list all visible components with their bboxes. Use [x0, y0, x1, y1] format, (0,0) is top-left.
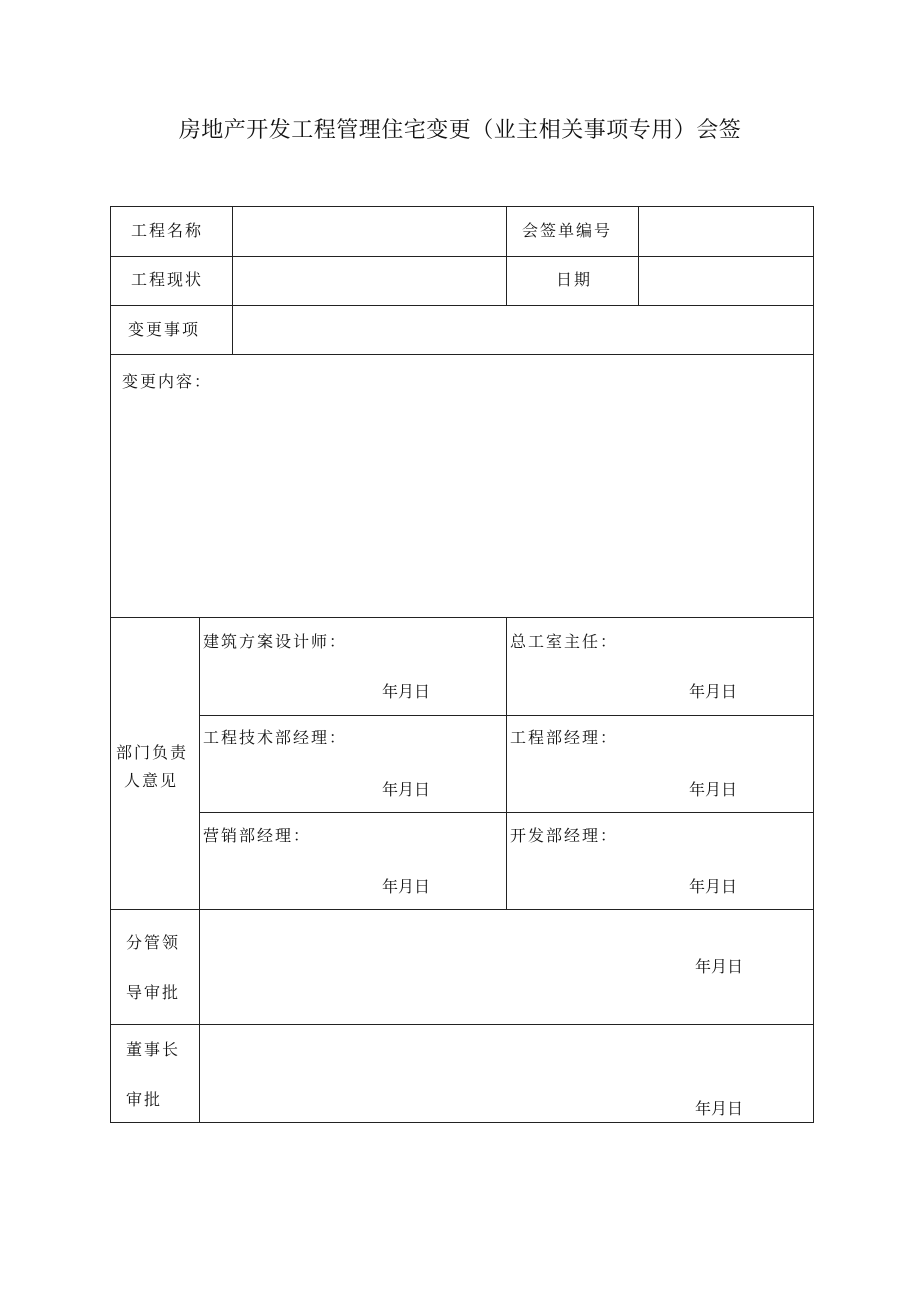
- dept-heads-label-line1: 部门负责: [116, 743, 189, 762]
- page-title: 房地产开发工程管理住宅变更（业主相关事项专用）会签: [178, 118, 742, 143]
- dev-dept-mgr-label: 开发部经理：: [510, 826, 619, 845]
- dev-dept-mgr-date: 年月日: [689, 877, 738, 896]
- division-lead-date: 年月日: [695, 957, 744, 976]
- eng-tech-mgr-date: 年月日: [382, 780, 431, 799]
- row-divider: [110, 1024, 814, 1025]
- chairman-label-line2: 审批: [126, 1090, 163, 1109]
- row-divider: [110, 617, 814, 618]
- change-item-label: 变更事项: [128, 320, 201, 339]
- row-divider: [110, 909, 814, 910]
- column-divider: [506, 206, 507, 305]
- division-lead-label-line2: 导审批: [126, 983, 181, 1002]
- signoff-number-label: 会签单编号: [522, 221, 613, 240]
- project-status-label: 工程现状: [131, 270, 204, 289]
- architect-date: 年月日: [382, 682, 431, 701]
- chairman-label-line1: 董事长: [126, 1040, 181, 1059]
- change-item-field[interactable]: [233, 306, 813, 354]
- change-content-label: 变更内容：: [122, 372, 213, 391]
- eng-dept-mgr-label: 工程部经理：: [510, 728, 619, 747]
- eng-tech-mgr-label: 工程技术部经理：: [203, 728, 348, 747]
- project-name-field[interactable]: [233, 207, 505, 256]
- table-border-bottom: [110, 1122, 814, 1123]
- marketing-mgr-date: 年月日: [382, 877, 431, 896]
- date-label: 日期: [556, 270, 593, 289]
- table-border-right: [813, 206, 814, 1123]
- column-divider: [506, 617, 507, 910]
- chief-office-label: 总工室主任：: [510, 632, 619, 651]
- dept-heads-label-line2: 人意见: [124, 771, 179, 790]
- chief-office-date: 年月日: [689, 682, 738, 701]
- eng-dept-mgr-date: 年月日: [689, 780, 738, 799]
- change-content-field[interactable]: [122, 396, 802, 606]
- signoff-form-table: [110, 206, 814, 1123]
- architect-label: 建筑方案设计师：: [203, 632, 348, 651]
- signoff-number-field[interactable]: [639, 207, 813, 256]
- row-divider: [110, 354, 814, 355]
- chairman-date: 年月日: [695, 1099, 744, 1118]
- column-divider: [199, 617, 200, 1123]
- division-lead-label-line1: 分管领: [126, 933, 181, 952]
- marketing-mgr-label: 营销部经理：: [203, 826, 312, 845]
- project-status-field[interactable]: [233, 257, 505, 305]
- project-name-label: 工程名称: [131, 221, 204, 240]
- date-field[interactable]: [639, 257, 813, 305]
- table-border-left: [110, 206, 111, 1123]
